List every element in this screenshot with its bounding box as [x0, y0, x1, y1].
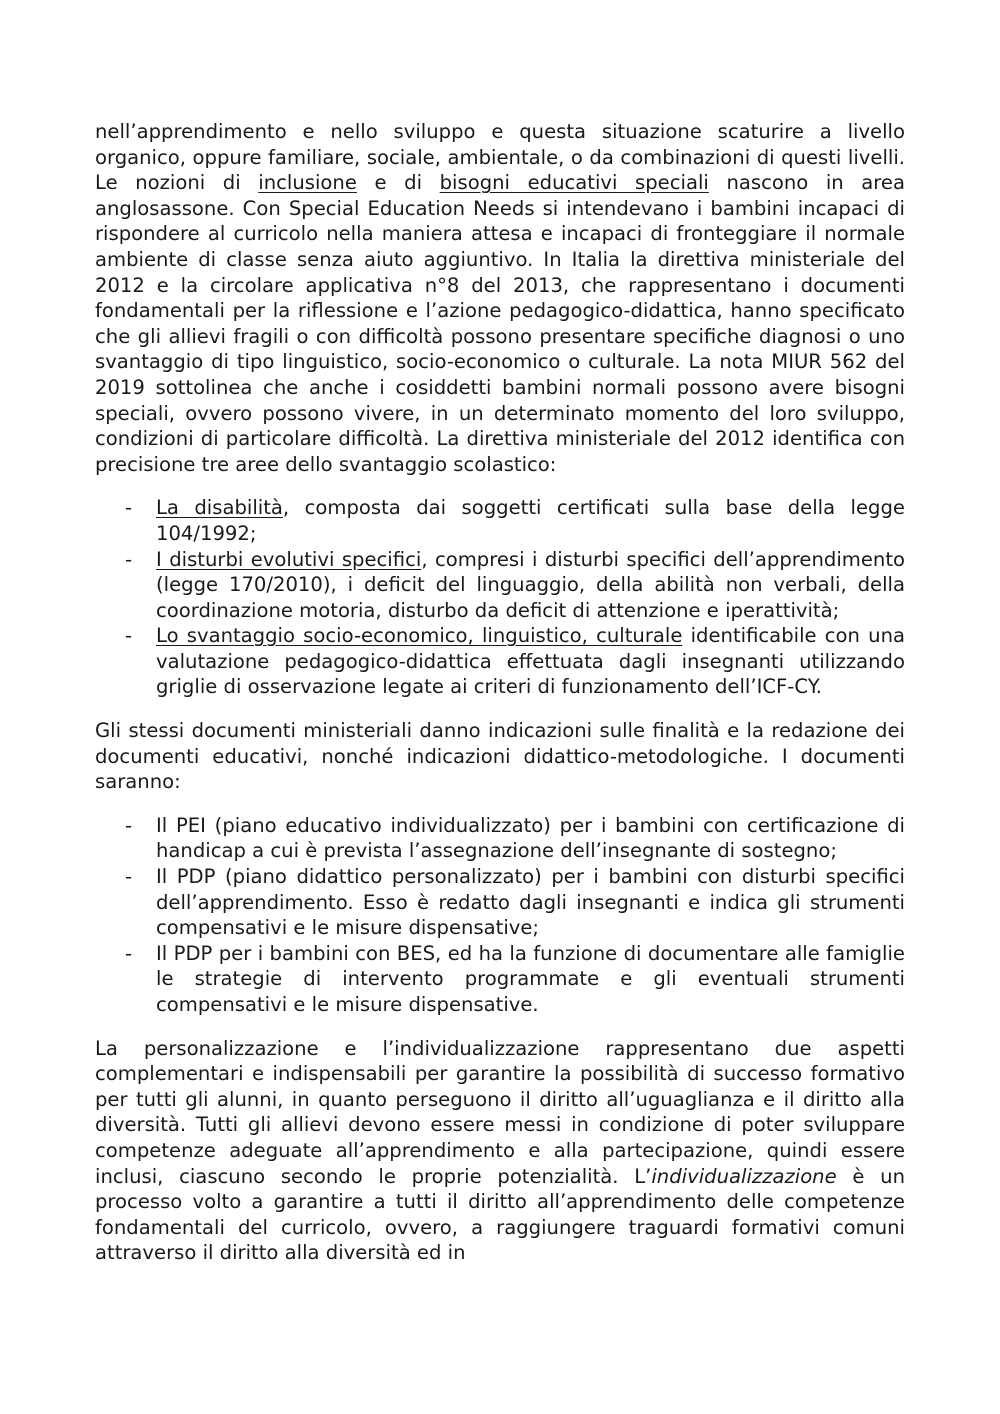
list-item-text: identificabile con una valutazione pedagogico-didattica effettuata dagli insegnanti utilizzando griglie di osservazione legate ai criteri di funzionamento dell’ICF-CY. [156, 624, 905, 699]
spacer [95, 477, 905, 495]
list-item-text: Il PDP (piano didattico personalizzato) per i bambini con disturbi specifici dell’apprendimento. Esso è redatto dagli insegnanti e indica gli strumenti compensativi e le misure dispensative; [156, 865, 905, 940]
paragraph-intro [95, 119, 905, 477]
underlined-term: La disabilità [156, 496, 283, 520]
spacer [95, 700, 905, 718]
list-item-text: , composta dai soggetti certificati sulla base della legge 104/1992; [156, 496, 905, 545]
dash-bullet: - [125, 813, 133, 837]
paragraph-documenti: Gli stessi documenti ministeriali danno indicazioni sulle finalità e la redazione dei documenti educativi, nonché indicazioni didattico-metodologiche. I documenti saranno: [95, 719, 905, 794]
list-item [125, 547, 906, 624]
underlined-term-inclusione: inclusione [258, 171, 357, 195]
list-item-text: , compresi i disturbi specifici dell’apprendimento (legge 170/2010), i deficit del linguaggio, della abilità non verbali, della coordinazione motoria, disturbo da deficit di attenzione e iperattività; [156, 547, 906, 622]
paragraph-text: La personalizzazione e l’individualizzazione rappresentano due aspetti complementari e indispensabili per garantire la possibilità di successo formativo per tutti gli alunni, in quanto perseguono il diritto all’uguaglianza e il diritto alla diversità. Tutti gli allievi devono essere messi in condizione di poter sviluppare competenze adeguate all’apprendimento e alla partecipazione, quindi essere inclusi, ciascuno secondo le proprie potenzialità. L’ [95, 1036, 905, 1188]
underlined-term: Lo svantaggio socio-economico, linguistico, culturale [156, 624, 683, 648]
paragraph-text: è un processo volto a garantire a tutti il diritto all’apprendimento delle competenze fondamentali del curricolo, ovvero, a raggiungere traguardi formativi comuni attraverso il diritto alla diversità ed in [95, 1164, 905, 1265]
list-item [125, 495, 905, 546]
list-item [125, 864, 905, 941]
paragraph-text: nascono in area anglosassone. Con Special Education Needs si intendevano i bambini incapaci di rispondere al curricolo nella maniera attesa e incapaci di fronteggiare il normale ambiente di classe senza aiuto aggiuntivo. In Italia la direttiva ministeriale del 2012 e la circolare applicativa n°8 del 2013, che rappresentano i documenti fondamentali per la riflessione e l’azione pedagogico-didattica, hanno specificato che gli allievi fragili o con difficoltà possono presentare specifiche diagnosi o uno svantaggio di tipo linguistico, socio-economico o culturale. La nota MIUR 562 del 2019 sottolinea che anche i cosiddetti bambini normali possono avere bisogni speciali, ovvero possono vivere, in un determinato momento del loro sviluppo, condizioni di particolare difficoltà. La direttiva ministeriale del 2012 identifica con precisione tre aree dello svantaggio scolastico: [95, 171, 905, 476]
paragraph-text: e di [356, 171, 440, 195]
list-item [125, 623, 905, 700]
list-item [125, 813, 905, 864]
dash-bullet: - [125, 941, 133, 965]
dash-bullet: - [125, 496, 133, 520]
list-item-text: Il PEI (piano educativo individualizzato) per i bambini con certificazione di handicap a cui è prevista l’assegnazione dell’insegnante di sostegno; [156, 813, 905, 863]
dash-bullet: - [125, 865, 133, 889]
document-page [95, 119, 905, 1266]
underlined-term: I disturbi evolutivi specifici [156, 547, 422, 571]
list-item [125, 941, 905, 1018]
underlined-term-bes: bisogni educativi speciali [439, 171, 709, 195]
spacer [95, 1018, 905, 1036]
paragraph-text: nell’apprendimento e nello sviluppo e questa situazione scaturire a livello organico, oppure familiare, sociale, ambientale, o da combinazioni di questi livelli. Le nozioni di [95, 120, 905, 195]
spacer [95, 795, 905, 813]
paragraph-personalizzazione [95, 1036, 905, 1266]
documenti-list [95, 813, 905, 1018]
list-item-text: Il PDP per i bambini con BES, ed ha la funzione di documentare alle famiglie le strategie di intervento programmate e gli eventuali strumenti compensativi e le misure dispensative. [156, 941, 905, 1016]
dash-bullet: - [125, 624, 133, 648]
italic-term-individualizzazione: individualizzazione [651, 1164, 837, 1188]
svantaggio-areas-list [95, 495, 905, 700]
dash-bullet: - [125, 547, 133, 571]
